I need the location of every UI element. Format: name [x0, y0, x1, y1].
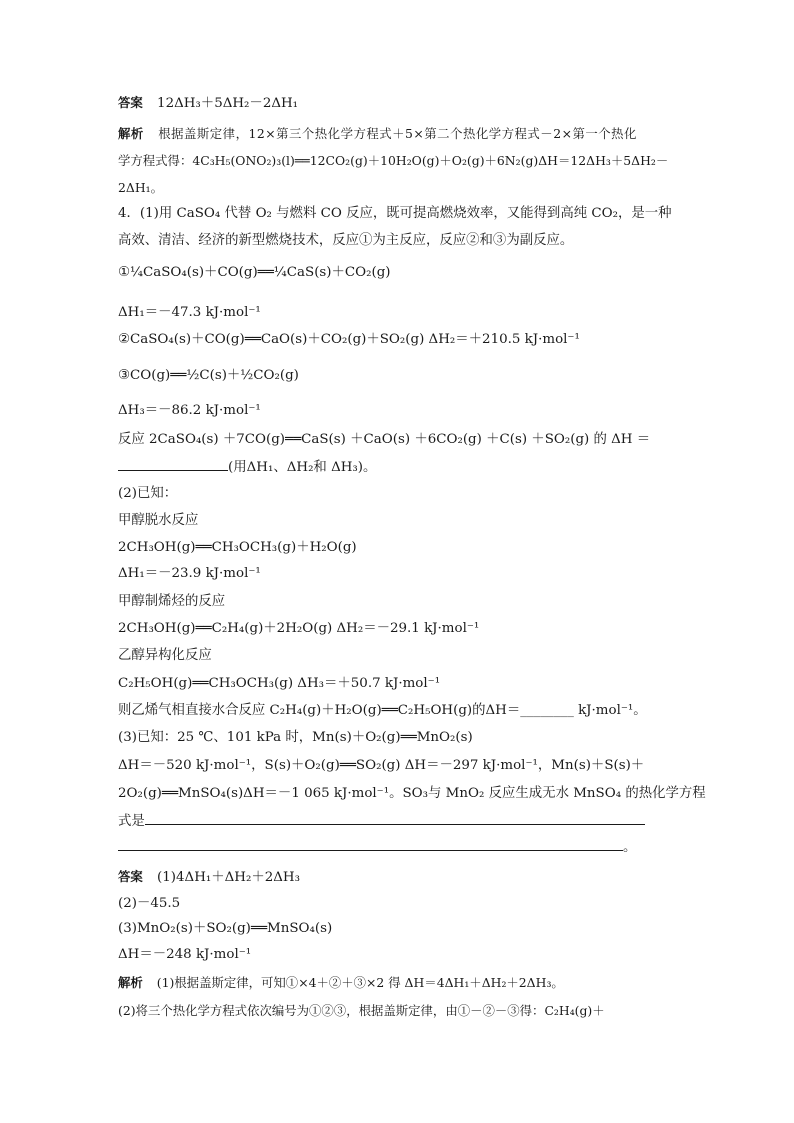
answer-blank[interactable]	[118, 458, 228, 471]
answer-label-2: 答案	[118, 869, 143, 884]
reaction-3-dh: ΔH₃＝－86.2 kJ·mol⁻¹	[118, 403, 261, 418]
heading-methanol-dehydration: 甲醇脱水反应	[118, 513, 199, 528]
answer-part-3-dh: ΔH＝－248 kJ·mol⁻¹	[118, 947, 252, 962]
answer-part-2: (2)－45.5	[118, 896, 181, 911]
part-3-line-5	[118, 838, 678, 856]
q4-intro-line-2: 高效、清洁、经济的新型燃烧技术，反应①为主反应，反应②和③为副反应。	[118, 233, 574, 248]
part-3-line-1: (3)已知：25 ℃、101 kPa 时，Mn(s)＋O₂(g)══MnO₂(s)	[118, 730, 473, 745]
heading-methanol-to-olefin: 甲醇制烯烃的反应	[118, 594, 226, 609]
answer-text: 12ΔH₃＋5ΔH₂－2ΔH₁	[157, 96, 299, 111]
analysis-line-3: 2ΔH₁。	[118, 180, 163, 195]
part-2-label: (2)已知：	[118, 486, 178, 501]
answer-label: 答案	[118, 95, 143, 110]
answer-line	[118, 95, 678, 112]
answer-blank-long-2[interactable]	[118, 838, 623, 851]
analysis-text-1: 根据盖斯定律，12×第三个热化学方程式＋5×第二个热化学方程式－2×第一个热化	[158, 126, 637, 141]
methanol-dehydration-equation: 2CH₃OH(g)══CH₃OCH₃(g)＋H₂O(g)	[118, 540, 357, 555]
answer-line-2	[118, 869, 678, 886]
analysis-line-a	[118, 975, 678, 991]
q4-intro-line-1: 4．(1)用 CaSO₄ 代替 O₂ 与燃料 CO 反应，既可提高燃烧效率，又能得到高纯 CO₂，是一种	[118, 206, 672, 221]
analysis-label: 解析	[118, 126, 144, 141]
reaction-3: ③CO(g)══½C(s)＋½CO₂(g)	[118, 368, 299, 383]
analysis-line-1	[118, 126, 678, 142]
reaction-1-dh: ΔH₁＝－47.3 kJ·mol⁻¹	[118, 305, 261, 320]
part-3-line-3: 2O₂(g)══MnSO₄(s)ΔH＝－1 065 kJ·mol⁻¹。SO₃与 MnO₂ 反应生成无水 MnSO₄ 的热化学方程	[118, 786, 706, 801]
part-3-end: 。	[623, 840, 637, 855]
part-3-line-4	[118, 812, 678, 830]
answer-part-1: (1)4ΔH₁＋ΔH₂＋2ΔH₃	[157, 870, 300, 885]
analysis-label-2: 解析	[118, 975, 143, 990]
reaction-2: ②CaSO₄(s)＋CO(g)══CaO(s)＋CO₂(g)＋SO₂(g) ΔH₂＝＋210.5 kJ·mol⁻¹	[118, 332, 580, 347]
answer-blank-long-1[interactable]	[145, 812, 645, 825]
question-2-line: 则乙烯气相直接水合反应 C₂H₄(g)＋H₂O(g)══C₂H₅OH(g)的ΔH＝________ kJ·mol⁻¹。	[118, 703, 647, 718]
target-reaction-line-1: 反应 2CaSO₄(s) ＋7CO(g)══CaS(s) ＋CaO(s) ＋6CO₂(g) ＋C(s) ＋SO₂(g) 的 ΔH ＝	[118, 432, 651, 447]
answer-part-3: (3)MnO₂(s)＋SO₂(g)══MnSO₄(s)	[118, 921, 333, 936]
part-3-line-2: ΔH＝－520 kJ·mol⁻¹，S(s)＋O₂(g)══SO₂(g) ΔH＝－297 kJ·mol⁻¹，Mn(s)＋S(s)＋	[118, 758, 645, 773]
reaction-1: ①¼CaSO₄(s)＋CO(g)══¼CaS(s)＋CO₂(g)	[118, 265, 391, 280]
analysis-text-a: (1)根据盖斯定律，可知①×4＋②＋③×2 得 ΔH＝4ΔH₁＋ΔH₂＋2ΔH₃。	[156, 975, 564, 990]
target-line-2-text: (用ΔH₁、ΔH₂和 ΔH₃)。	[228, 460, 377, 475]
target-reaction-line-2	[118, 458, 678, 476]
methanol-dehydration-dh: ΔH₁＝－23.9 kJ·mol⁻¹	[118, 566, 261, 581]
heading-ethanol-isomerization: 乙醇异构化反应	[118, 648, 212, 663]
methanol-to-olefin-equation: 2CH₃OH(g)══C₂H₄(g)＋2H₂O(g) ΔH₂＝－29.1 kJ·mol⁻¹	[118, 621, 480, 636]
ethanol-isomerization-equation: C₂H₅OH(g)══CH₃OCH₃(g) ΔH₃＝＋50.7 kJ·mol⁻¹	[118, 676, 441, 691]
part-3-line-4-text: 式是	[118, 814, 145, 829]
analysis-line-b: (2)将三个热化学方程式依次编号为①②③，根据盖斯定律，由①－②－③得：C₂H₄(g)＋	[118, 1003, 605, 1018]
analysis-line-2: 学方程式得：4C₃H₅(ONO₂)₃(l)══12CO₂(g)＋10H₂O(g)＋O₂(g)＋6N₂(g)ΔH＝12ΔH₃＋5ΔH₂－	[118, 153, 669, 168]
